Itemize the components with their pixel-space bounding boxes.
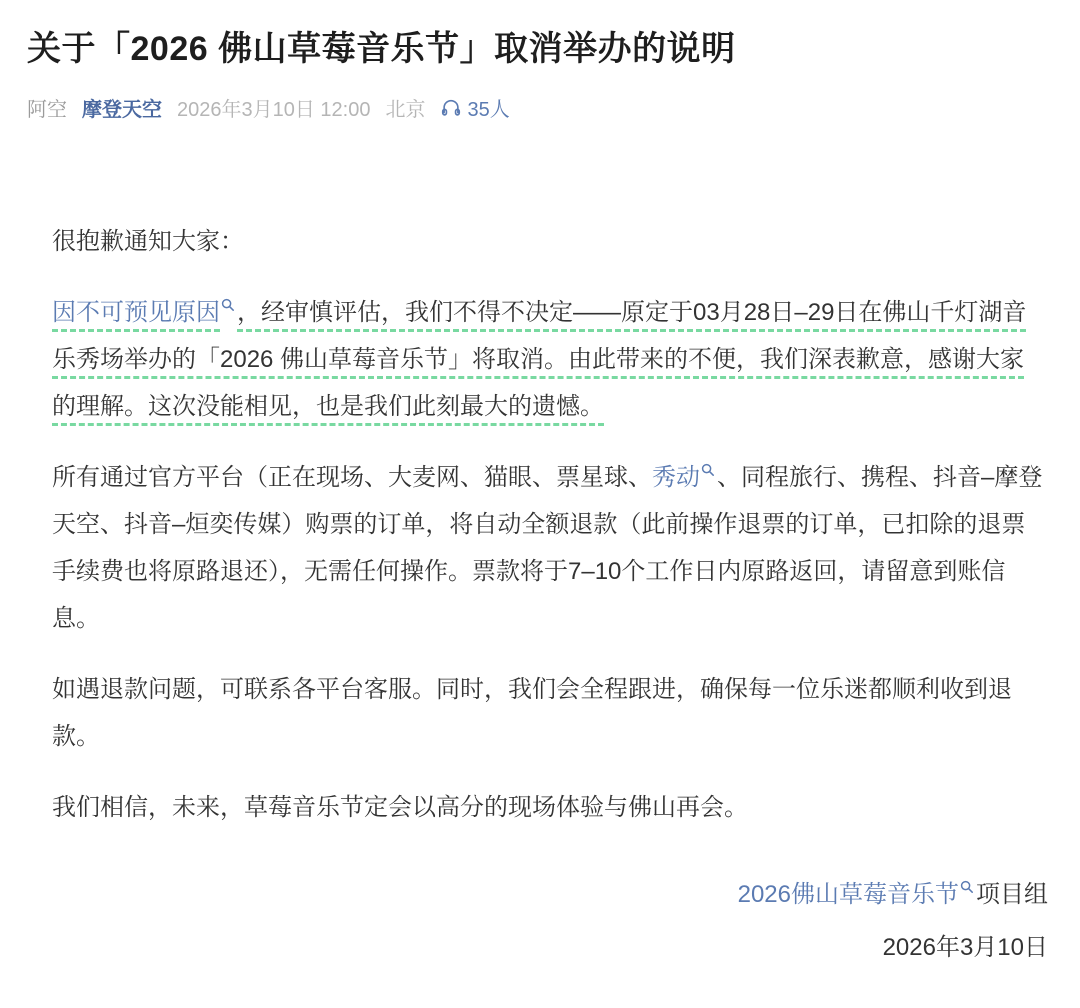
article-paragraph [52,289,1048,430]
article-paragraph [52,784,1048,831]
signature-line-2: 2026年3月10日 [882,934,1048,961]
text-segment: 很抱歉通知大家： [52,228,244,255]
search-icon[interactable] [701,463,715,477]
listeners-counter[interactable] [440,93,509,122]
headphones-icon [440,97,462,119]
article-paragraph [52,666,1048,760]
signature-line-1 [52,871,1048,918]
article-paragraph [52,218,1048,265]
search-icon[interactable] [960,880,974,894]
publish-location: 北京 [385,99,426,121]
inline-link[interactable]: 2026佛山草莓音乐节 [737,881,959,908]
article-body [0,218,1080,971]
signature-block [52,871,1048,971]
text-segment: 、同程旅行、携程、抖音–摩登天空、抖音–烜奕传媒）购票的订单，将自动全额退款（此前操作退票的订单，已扣除的退票手续费也将原路退还），无需任何操作。票款将于7–10个工作日内原路返回，请留意到账信息。 [52,464,1043,632]
author-name[interactable]: 阿空 [27,99,67,121]
inline-link[interactable]: 因不可预见原因 [52,299,220,326]
text-segment: 所有通过官方平台（正在现场、大麦网、猫眼、票星球、 [52,464,652,491]
article-paragraph [52,454,1048,642]
inline-link[interactable]: 秀动 [652,464,700,491]
publish-datetime: 2026年3月10日 12:00 [177,99,371,121]
text-segment: ，经审慎评估，我们不得不决定——原定于03月28日–29日在佛山千灯湖音乐秀场举办的「2026 佛山草莓音乐节」将取消。由此带来的不便，我们深表歉意，感谢大家的理解。这次没能相见，也是我们此刻最大的遗憾。 [52,299,1027,420]
article-title: 关于「2026 佛山草莓音乐节」取消举办的说明 [27,30,736,68]
article-page [0,27,1080,971]
article-byline [27,93,1050,122]
publisher-link[interactable]: 摩登天空 [82,99,162,121]
text-segment: 我们相信，未来，草莓音乐节定会以高分的现场体验与佛山再会。 [52,794,748,821]
listeners-count: 35人 [467,99,510,121]
text-segment: 如遇退款问题，可联系各平台客服。同时，我们会全程跟进，确保每一位乐迷都顺利收到退款。 [52,676,1012,750]
search-icon[interactable] [221,298,235,312]
text-segment: 项目组 [976,881,1048,908]
